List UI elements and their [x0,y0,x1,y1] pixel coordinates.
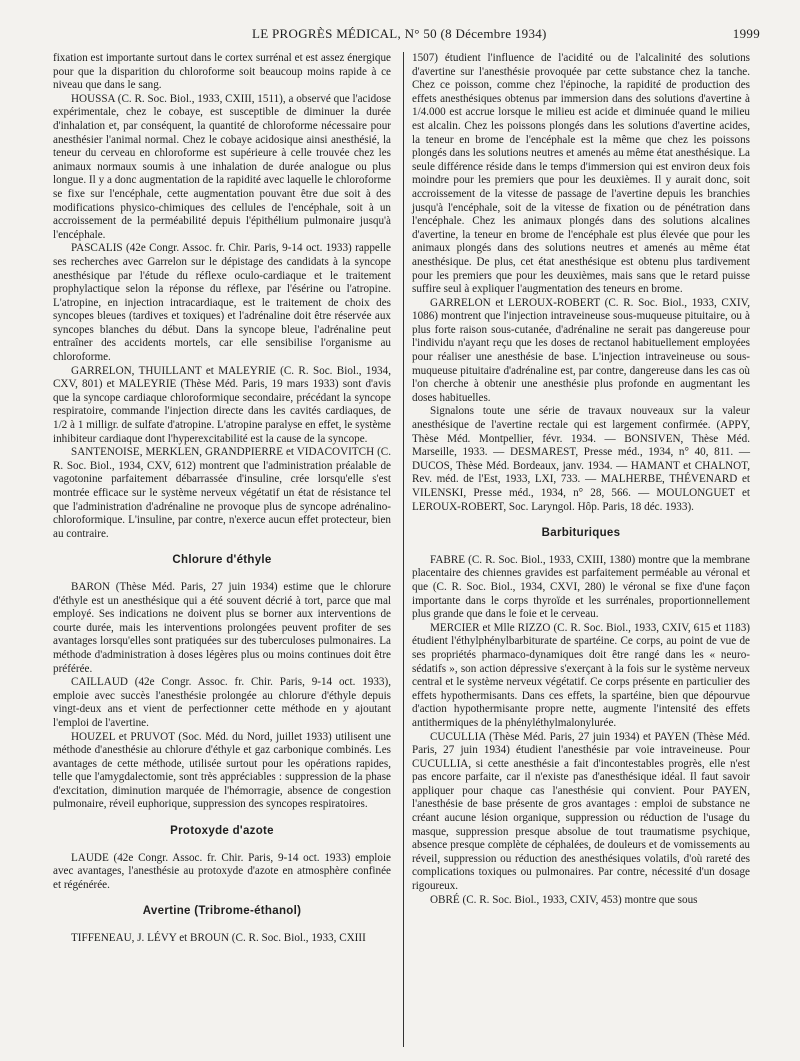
paragraph: HOUZEL et PRUVOT (Soc. Méd. du Nord, juillet 1933) utilisent une méthode d'anesthésie au chlorure d'éthyle et gaz carbonique combinés. Les avantages de cette méthode, utilisée surtout pour les opérations rapides, telle que l'amygdalectomie, sont très appréciables : suppression de la phase d'excitation, diminution marquée de l'hémorragie, absence de congestion pulmonaire, réveil euphorique, suppression des syncopes respiratoires. [53,730,391,811]
paragraph: fixation est importante surtout dans le cortex surrénal et est assez énergique pour que la disparition du chloroforme soit beaucoup moins rapide à ce niveau que dans le sang. [53,52,391,92]
paragraph: PASCALIS (42e Congr. Assoc. fr. Chir. Paris, 9-14 oct. 1933) rappelle ses recherches avec Garrelon sur le dépistage des candidats à la syncope anesthésique par l'étude du réflexe oculo-cardiaque et le traitement prophylactique selon la réponse du réflexe, par l'ésérine ou l'atropine. L'atropine, en injection intracardiaque, est le traitement de choix des syncopes bleues (tardives et toxiques) et l'adrénaline doit être réservée aux syncopes blanches du début. Dans la syncope bleue, l'adrénaline peut entraîner des accidents mortels, car elle sensibilise l'organisme au chloroforme. [53,242,391,364]
paragraph: LAUDE (42e Congr. Assoc. fr. Chir. Paris, 9-14 oct. 1933) emploie avec avantages, l'anesthésie au protoxyde d'azote en atmosphère confinée et régénérée. [53,851,391,891]
section-heading: Avertine (Tribrome-éthanol) [142,905,302,918]
paragraph: 1507) étudient l'influence de l'acidité ou de l'alcalinité des solutions d'avertine sur l'anesthésie provoquée par cette substance chez la tanche. Chez ce poisson, comme chez l'épinoche, la rapidité de production des effets anesthésiques obtenus par immersion dans des solutions d'avertine à 1/4.000 est accrue lorsque le milieu est acide et diminuée quand le milieu est alcalin. Chez les poissons plongés dans les solutions d'avertine acides, la teneur en brome de l'encéphale est la même que chez les poissons plongés dans les solutions neutres et amenés au même état anesthésique. La seule différence réside dans le temps d'immersion qui est environ deux fois moindre pour les premiers que pour les deuxièmes. Il y aurait donc, soit accroissement de la vitesse de passage de l'avertine depuis les branchies jusqu'à l'encéphale, soit de la vitesse de fixation ou de pénétration dans l'encéphale. Chez les animaux plongés dans des solutions alcalines d'avertine, la teneur en brome de l'encéphale est plus élevée que pour les animaux plongés dans des solutions neutres et amenés au même état anesthésique. De plus, cet état anesthésique est obtenu plus tardivement pour les premiers que pour les deuxièmes, mais sans que le retard puisse suffire seul à expliquer l'augmentation des teneurs en brome. [412,52,750,296]
page-header [52,26,760,46]
paragraph: HOUSSA (C. R. Soc. Biol., 1933, CXIII, 1511), a observé que l'acidose expérimentale, chez le cobaye, est susceptible de diminuer la durée d'inhalation et, par conséquent, la quantité de chloroforme nécessaire pour anesthésier l'animal normal. Chez le cobaye acidosique ainsi anesthésié, la teneur du cerveau en chloroforme est supérieure à celle trouvée chez les animaux normaux soumis à une inhalation de durée analogue ou plus longue. Il y a donc augmentation de la rapidité avec laquelle le chloroforme se fixe sur l'encéphale, cette augmentation pouvant être due soit à des modifications physico-chimiques des cellules de l'encéphale, soit à un accroissement de la perméabilité depuis l'épithélium pulmonaire jusqu'à l'encéphale. [53,92,391,241]
page-number: 1999 [732,26,760,41]
spacer [53,892,391,905]
paragraph: Signalons toute une série de travaux nouveaux sur la valeur anesthésique de l'avertine rectale qui est largement confirmée. (APPY, Thèse Méd. Montpellier, févr. 1934. — BONSIVEN, Thèse Méd. Marseille, 1933. — DESMAREST, Presse méd., 1934, n° 40, 811. — DUCOS, Thèse Méd. Bordeaux, janv. 1934. — HAMANT et CHALNOT, Rev. méd. de l'Est, 1933, LXI, 733. — MALHERBE, THÉVENARD et VILENSKI, Presse méd., 1934, n° 28, 566. — MOULONGUET et LEROUX-ROBERT, Soc. Laryngol. Hôp. Paris, 18 déc. 1933). [412,405,750,513]
running-title: LE PROGRÈS MÉDICAL, N° 50 (8 Décembre 1934) [252,26,547,41]
section-heading: Chlorure d'éthyle [172,554,272,567]
spacer [412,514,750,527]
spacer [53,919,391,932]
paragraph: OBRÉ (C. R. Soc. Biol., 1933, CXIV, 453) montre que sous [430,893,698,906]
section-heading: Protoxyde d'azote [170,825,274,838]
paragraph: GARRELON, THUILLANT et MALEYRIE (C. R. Soc. Biol., 1934, CXV, 801) et MALEYRIE (Thèse Méd. Paris, 19 mars 1933) sont d'avis que la syncope cardiaque chloroformique secondaire, précédant la syncope respiratoire, commande l'injection directe dans les cavités cardiaques, de 1/2 à 1 milligr. de sulfate d'atropine. L'atropine paralyse en effet, le système inhibiteur cardiaque dont l'hyperexcitabilité est la cause de la syncope. [53,364,391,445]
paragraph: FABRE (C. R. Soc. Biol., 1933, CXIII, 1380) montre que la membrane placentaire des chiennes gravides est parfaitement perméable au véronal et que (C. R. Soc. Biol., 1934, CXVI, 280) le véronal se fixe d'une façon importante dans le corps thyroïde et les surrénales, proportionnellement plus grande que dans le foie et le cerveau. [412,553,750,621]
paragraph: MERCIER et Mlle RIZZO (C. R. Soc. Biol., 1933, CXIV, 615 et 1183) étudient l'éthylphénylbarbiturate de spartéine. Ce corps, au point de vue de ses propriétés pharmaco-dynamiques doit être rangé dans les « neuro-sédatifs », son action dépressive s'exerçant à la fois sur le système nerveux central et le système nerveux végétatif. Ce corps présente en particulier des effets hypothermisants. Dans ces effets, la spartéine, bien que dépourvue d'action hypothermisante propre nette, augmente l'intensité des effets antithermiques de la phényléthylmalonylurée. [412,621,750,729]
paragraph: CUCULLIA (Thèse Méd. Paris, 27 juin 1934) et PAYEN (Thèse Méd. Paris, 27 juin 1934) étudient l'anesthésie par voie intraveineuse. Pour CUCULLIA, si cette anesthésie a fait d'incontestables progrès, elle n'est pas encore parfaite, car il n'existe pas d'anesthésique idéal. Il faut savoir appliquer pour chaque cas l'anesthésie qui convient. Pour PAYEN, l'anesthésie de base présente de gros avantages : emploi de substance ne créant aucune lésion organique, suppression ou réduction de l'usage du masque, suppression presque absolue de tout traumatisme psychique, absence presque complète de céphalées, de douleurs et de vomissements au réveil, suppression ou réduction des anesthésiques volatils, d'où rareté des complications toxiques ou pulmonaires. Par contre, nécessité d'un dosage rigoureux. [412,730,750,893]
spacer [53,839,391,852]
spacer [53,541,391,554]
section-heading: Barbituriques [541,527,621,540]
paragraph: TIFFENEAU, J. LÉVY et BROUN (C. R. Soc. Biol., 1933, CXIII [71,932,366,945]
paragraph: SANTENOISE, MERKLEN, GRANDPIERRE et VIDACOVITCH (C. R. Soc. Biol., 1934, CXV, 612) montrent que l'administration préalable de vagotonine parfaitement débarrassée d'insuline, crée lorsqu'elle s'est montrée efficace sur le système nerveux végétatif un état de résistance tel que l'administration d'adrénaline ne provoque plus de syncope adrénalino-chloroformique. L'insuline, par contre, n'exerce aucun effet protecteur, bien au contraire. [53,446,391,540]
spacer [53,812,391,825]
left-column [53,52,391,946]
paragraph: GARRELON et LEROUX-ROBERT (C. R. Soc. Biol., 1933, CXIV, 1086) montrent que l'injection intraveineuse sous-muqueuse pituitaire, ou à plus forte raison sous-cutanée, d'adrénaline ne serait pas dangereuse pour l'individu n'ayant reçu que les doses de rectanol habituellement employées pour réaliser une anesthésie de base. L'injection intraveineuse ou sous-muqueuse pituitaire d'adrénaline est, par contre, dangereuse dans les cas où l'on cherche à obtenir une anesthésie plus profonde en augmentant les doses habituelles. [412,296,750,404]
paragraph: BARON (Thèse Méd. Paris, 27 juin 1934) estime que le chlorure d'éthyle est un anesthésique qui a été souvent décrié à tort, parce que mal employé. Ses indications ne doivent plus se borner aux interventions de courte durée, mais les interventions prolongées peuvent profiter de ses avantages lorsqu'elles sont pratiquées sur des tuberculoses pulmonaires. La méthode d'administration à doses légères plus ou moins continues doit être préférée. [53,580,391,675]
right-column [412,52,750,907]
spacer [53,568,391,581]
column-divider [403,52,404,1047]
spacer [412,541,750,554]
paragraph: CAILLAUD (42e Congr. Assoc. fr. Chir. Paris, 9-14 oct. 1933), emploie avec succès l'anesthésie prolongée au chlorure d'éthyle depuis vingt-deux ans et vient de perfectionner cette méthode en y ajoutant l'emploi de l'avertine. [53,676,391,729]
